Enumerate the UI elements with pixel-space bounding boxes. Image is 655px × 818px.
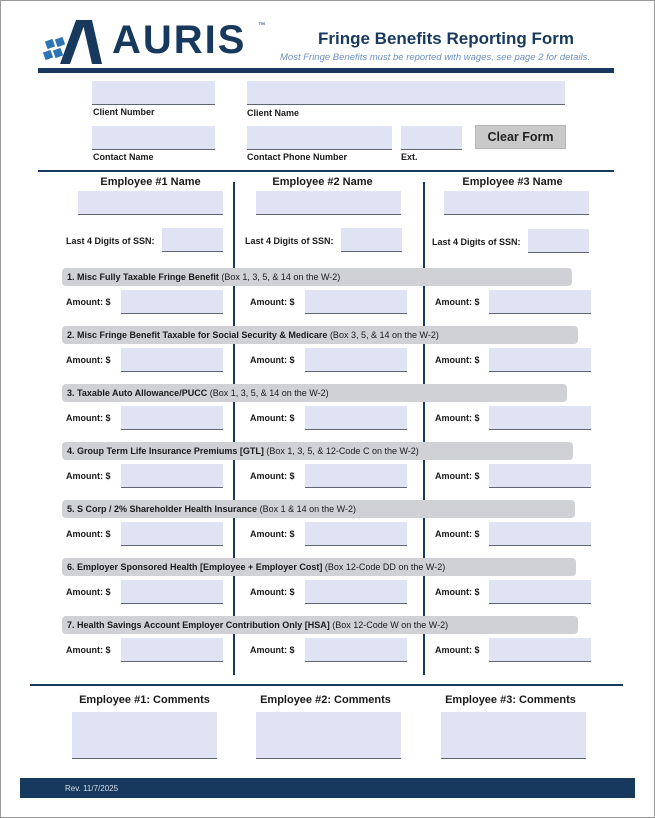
category-note: (Box 12-Code DD on the W-2): [324, 562, 446, 572]
amount-label: Amount: $: [435, 413, 480, 423]
client-name-label: Client Name: [247, 108, 300, 118]
amount-label: Amount: $: [250, 297, 295, 307]
amount-label: Amount: $: [66, 587, 111, 597]
category-7-header: [62, 616, 578, 634]
category-2-header: [62, 326, 578, 344]
cat3-emp1-amount-input[interactable]: [121, 406, 223, 430]
employee-2-name-input[interactable]: [256, 191, 401, 215]
column-divider-2: [423, 182, 425, 675]
amount-label: Amount: $: [250, 645, 295, 655]
header-divider: [38, 68, 614, 73]
cat2-emp2-amount-input[interactable]: [305, 348, 407, 372]
contact-name-input[interactable]: [92, 126, 215, 150]
category-note: (Box 1 & 14 on the W-2): [259, 504, 356, 514]
cat1-emp3-amount-input[interactable]: [489, 290, 591, 314]
category-title: 6. Employer Sponsored Health [Employee + Employer Cost]: [67, 562, 323, 572]
amount-label: Amount: $: [250, 413, 295, 423]
amount-label: Amount: $: [250, 355, 295, 365]
cat7-emp3-amount-input[interactable]: [489, 638, 591, 662]
category-title: 5. S Corp / 2% Shareholder Health Insurance: [67, 504, 258, 514]
category-6-header: [62, 558, 576, 576]
employee-3-name-input[interactable]: [444, 191, 589, 215]
employee-2-comments-label: Employee #2: Comments: [260, 694, 391, 706]
trademark-mark: ™: [258, 22, 265, 29]
phone-ext-label: Ext.: [401, 152, 418, 162]
auris-logo-icon: [42, 18, 102, 64]
amount-label: Amount: $: [66, 355, 111, 365]
amount-label: Amount: $: [435, 587, 480, 597]
category-note: (Box 3, 5, & 14 on the W-2): [329, 330, 439, 340]
cat5-emp1-amount-input[interactable]: [121, 522, 223, 546]
cat6-emp2-amount-input[interactable]: [305, 580, 407, 604]
category-title: 7. Health Savings Account Employer Contribution Only [HSA]: [67, 620, 330, 630]
employee-3-name-label: Employee #3 Name: [462, 176, 563, 188]
cat1-emp1-amount-input[interactable]: [121, 290, 223, 314]
form-title: Fringe Benefits Reporting Form: [318, 29, 574, 48]
cat6-emp1-amount-input[interactable]: [121, 580, 223, 604]
amount-label: Amount: $: [250, 587, 295, 597]
category-5-header: [62, 500, 575, 518]
category-title: 1. Misc Fully Taxable Fringe Benefit: [67, 272, 219, 282]
amount-label: Amount: $: [250, 529, 295, 539]
amount-label: Amount: $: [435, 297, 480, 307]
category-note: (Box 1, 3, 5, & 14 on the W-2): [209, 388, 329, 398]
cat7-emp2-amount-input[interactable]: [305, 638, 407, 662]
amount-label: Amount: $: [66, 413, 111, 423]
comments-divider: [30, 684, 623, 686]
category-title: 3. Taxable Auto Allowance/PUCC: [67, 388, 208, 398]
phone-ext-input[interactable]: [401, 126, 462, 150]
employee-2-ssn-label: Last 4 Digits of SSN:: [245, 236, 334, 246]
cat3-emp2-amount-input[interactable]: [305, 406, 407, 430]
amount-label: Amount: $: [435, 529, 480, 539]
category-note: (Box 1, 3, 5, & 14 on the W-2): [221, 272, 341, 282]
category-title: 4. Group Term Life Insurance Premiums [GTL]: [67, 446, 264, 456]
client-number-input[interactable]: [92, 81, 215, 105]
amount-label: Amount: $: [66, 645, 111, 655]
amount-label: Amount: $: [66, 529, 111, 539]
cat2-emp3-amount-input[interactable]: [489, 348, 591, 372]
contact-name-label: Contact Name: [93, 152, 154, 162]
contact-phone-label: Contact Phone Number: [247, 152, 348, 162]
employee-2-ssn-input[interactable]: [341, 228, 402, 252]
employee-3-comments-label: Employee #3: Comments: [445, 694, 576, 706]
cat2-emp1-amount-input[interactable]: [121, 348, 223, 372]
employee-1-ssn-input[interactable]: [162, 228, 223, 252]
amount-label: Amount: $: [66, 471, 111, 481]
employee-3-comments-input[interactable]: [441, 712, 586, 759]
cat7-emp1-amount-input[interactable]: [121, 638, 223, 662]
employee-1-name-input[interactable]: [78, 191, 223, 215]
amount-label: Amount: $: [250, 471, 295, 481]
revision-date: Rev. 11/7/2025: [65, 784, 119, 793]
cat3-emp3-amount-input[interactable]: [489, 406, 591, 430]
client-name-input[interactable]: [247, 81, 565, 105]
category-note: (Box 12-Code W on the W-2): [332, 620, 449, 630]
client-section-divider: [38, 170, 614, 172]
cat5-emp2-amount-input[interactable]: [305, 522, 407, 546]
contact-phone-input[interactable]: [247, 126, 392, 150]
cat4-emp1-amount-input[interactable]: [121, 464, 223, 488]
category-title: 2. Misc Fringe Benefit Taxable for Social Security & Medicare: [67, 330, 328, 340]
employee-3-ssn-input[interactable]: [528, 229, 589, 253]
client-number-label: Client Number: [93, 107, 155, 117]
category-4-header: [62, 442, 573, 460]
form-subtitle: Most Fringe Benefits must be reported with wages, see page 2 for details.: [280, 52, 590, 63]
employee-1-comments-label: Employee #1: Comments: [79, 694, 210, 706]
category-3-header: [62, 384, 567, 402]
column-divider-1: [233, 182, 235, 675]
cat4-emp3-amount-input[interactable]: [489, 464, 591, 488]
auris-logo-text: AURIS: [112, 18, 247, 62]
employee-3-ssn-label: Last 4 Digits of SSN:: [432, 237, 521, 247]
amount-label: Amount: $: [435, 471, 480, 481]
cat1-emp2-amount-input[interactable]: [305, 290, 407, 314]
clear-form-button[interactable]: Clear Form: [475, 125, 566, 149]
category-1-header: [62, 268, 572, 286]
category-note: (Box 1, 3, 5, & 12-Code C on the W-2): [266, 446, 419, 456]
amount-label: Amount: $: [435, 645, 480, 655]
amount-label: Amount: $: [435, 355, 480, 365]
cat6-emp3-amount-input[interactable]: [489, 580, 591, 604]
employee-1-comments-input[interactable]: [72, 712, 217, 759]
cat4-emp2-amount-input[interactable]: [305, 464, 407, 488]
employee-2-comments-input[interactable]: [256, 712, 401, 759]
employee-2-name-label: Employee #2 Name: [272, 176, 373, 188]
amount-label: Amount: $: [66, 297, 111, 307]
cat5-emp3-amount-input[interactable]: [489, 522, 591, 546]
employee-1-ssn-label: Last 4 Digits of SSN:: [66, 236, 155, 246]
employee-1-name-label: Employee #1 Name: [100, 176, 201, 188]
